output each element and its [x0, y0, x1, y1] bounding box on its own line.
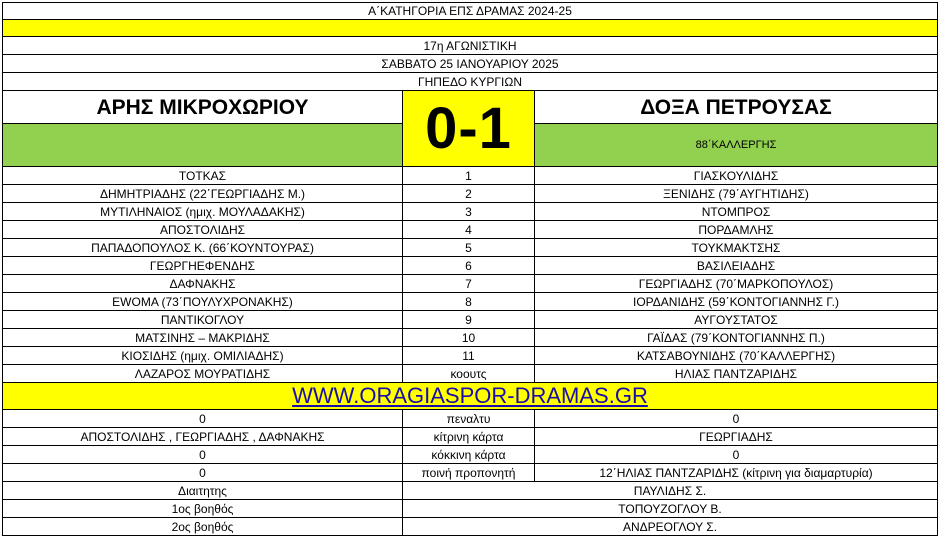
- stat-label: κόκκινη κάρτα: [403, 446, 535, 464]
- venue: ΓΗΠΕΔΟ ΚΥΡΓΙΩΝ: [2, 73, 938, 91]
- matchday: 17η ΑΓΩΝΙΣΤΙΚΗ: [2, 37, 938, 55]
- shirt-number: 9: [403, 311, 535, 329]
- stat-label: κίτρινη κάρτα: [403, 428, 535, 446]
- home-stat: 0: [2, 464, 403, 482]
- away-player: ΗΛΙΑΣ ΠΑΝΤΖΑΡΙΔΗΣ: [535, 365, 938, 383]
- home-player: ΠΑΠΑΔΟΠΟΥΛΟΣ Κ. (66΄ΚΟΥΝΤΟΥΡΑΣ): [2, 239, 403, 257]
- home-player: ΚΙΟΣΙΔΗΣ (ημιχ. ΟΜΙΛΙΑΔΗΣ): [2, 347, 403, 365]
- home-stat: ΑΠΟΣΤΟΛΙΔΗΣ , ΓΕΩΡΓΙΑΔΗΣ , ΔΑΦΝΑΚΗΣ: [2, 428, 403, 446]
- home-player: ΕWOMA (73΄ΠΟΥΛΥΧΡΟΝΑΚΗΣ): [2, 293, 403, 311]
- home-scorers: [2, 124, 403, 167]
- home-player: ΠΑΝΤΙΚΟΓΛΟΥ: [2, 311, 403, 329]
- home-stat: 0: [2, 446, 403, 464]
- away-player: ΞΕΝΙΔΗΣ (79΄ΑΥΓΗΤΙΔΗΣ): [535, 185, 938, 203]
- shirt-number: 1: [403, 167, 535, 185]
- home-player: ΔΑΦΝΑΚΗΣ: [2, 275, 403, 293]
- away-scorers: 88΄ΚΑΛΛΕΡΓΗΣ: [535, 124, 938, 167]
- official-name: ΤΟΠΟΥΖΟΓΛΟΥ Β.: [403, 500, 938, 518]
- shirt-number: 10: [403, 329, 535, 347]
- home-stat: 0: [2, 410, 403, 428]
- shirt-number: 8: [403, 293, 535, 311]
- away-player: ΙΟΡΔΑΝΙΔΗΣ (59΄ΚΟΝΤΟΓΙΑΝΝΗΣ Γ.): [535, 293, 938, 311]
- away-player: ΓΑΪΔΑΣ (79΄ΚΟΝΤΟΓΙΑΝΝΗΣ Π.): [535, 329, 938, 347]
- away-player: ΓΕΩΡΓΙΑΔΗΣ (70΄ΜΑΡΚΟΠΟΥΛΟΣ): [535, 275, 938, 293]
- away-player: ΓΙΑΣΚΟΥΛΙΔΗΣ: [535, 167, 938, 185]
- away-player: ΤΟΥΚΜΑΚΤΣΗΣ: [535, 239, 938, 257]
- home-player: ΑΠΟΣΤΟΛΙΔΗΣ: [2, 221, 403, 239]
- shirt-number: 5: [403, 239, 535, 257]
- official-role: 2ος βοηθός: [2, 518, 403, 536]
- away-stat: ΓΕΩΡΓΙΑΔΗΣ: [535, 428, 938, 446]
- official-role: 1ος βοηθός: [2, 500, 403, 518]
- home-player: ΤΟΤΚΑΣ: [2, 167, 403, 185]
- official-role: Διαιτητης: [2, 482, 403, 500]
- away-stat: 0: [535, 446, 938, 464]
- home-player: ΓΕΩΡΓΗΕΦΕΝΔΗΣ: [2, 257, 403, 275]
- stat-label: ποινή προπονητή: [403, 464, 535, 482]
- home-player: ΔΗΜΗΤΡΙΑΔΗΣ (22΄ΓΕΩΡΓΙΑΔΗΣ Μ.): [2, 185, 403, 203]
- away-player: ΚΑΤΣΑΒΟΥΝΙΔΗΣ (70΄ΚΑΛΛΕΡΓΗΣ): [535, 347, 938, 365]
- away-stat: 0: [535, 410, 938, 428]
- home-player: ΛΑΖΑΡΟΣ ΜΟΥΡΑΤΙΔΗΣ: [2, 365, 403, 383]
- shirt-number: 6: [403, 257, 535, 275]
- away-player: ΠΟΡΔΑΜΛΗΣ: [535, 221, 938, 239]
- shirt-number: 11: [403, 347, 535, 365]
- away-player: ΝΤΟΜΠΡΟΣ: [535, 203, 938, 221]
- yellow-divider: [2, 20, 938, 37]
- away-player: ΒΑΣΙΛΕΙΑΔΗΣ: [535, 257, 938, 275]
- home-team-name: ΑΡΗΣ ΜΙΚΡΟΧΩΡΙΟΥ: [2, 91, 403, 124]
- league-title: Α΄ΚΑΤΗΓΟΡΙΑ ΕΠΣ ΔΡΑΜΑΣ 2024-25: [2, 2, 938, 20]
- official-name: ΠΑΥΛΙΔΗΣ Σ.: [403, 482, 938, 500]
- away-stat: 12΄ΗΛΙΑΣ ΠΑΝΤΖΑΡΙΔΗΣ (κίτρινη για διαμαρτυρία): [535, 464, 938, 482]
- stat-label: πεναλτυ: [403, 410, 535, 428]
- match-date: ΣΑΒΒΑΤΟ 25 ΙΑΝΟΥΑΡΙΟΥ 2025: [2, 55, 938, 73]
- home-player: ΜΑΤΣΙΝΗΣ – ΜΑΚΡΙΔΗΣ: [2, 329, 403, 347]
- shirt-number: κοουτς: [403, 365, 535, 383]
- shirt-number: 4: [403, 221, 535, 239]
- website-link[interactable]: WWW.ORAGIASPOR-DRAMAS.GR: [2, 383, 938, 410]
- away-player: ΑΥΓΟΥΣΤΑΤΟΣ: [535, 311, 938, 329]
- shirt-number: 7: [403, 275, 535, 293]
- score: 0-1: [403, 91, 535, 167]
- shirt-number: 2: [403, 185, 535, 203]
- away-team-name: ΔΟΞΑ ΠΕΤΡΟΥΣΑΣ: [535, 91, 938, 124]
- official-name: ΑΝΔΡΕΟΓΛΟΥ Σ.: [403, 518, 938, 536]
- home-player: ΜΥΤΙΛΗΝΑΙΟΣ (ημιχ. ΜΟΥΛΑΔΑΚΗΣ): [2, 203, 403, 221]
- shirt-number: 3: [403, 203, 535, 221]
